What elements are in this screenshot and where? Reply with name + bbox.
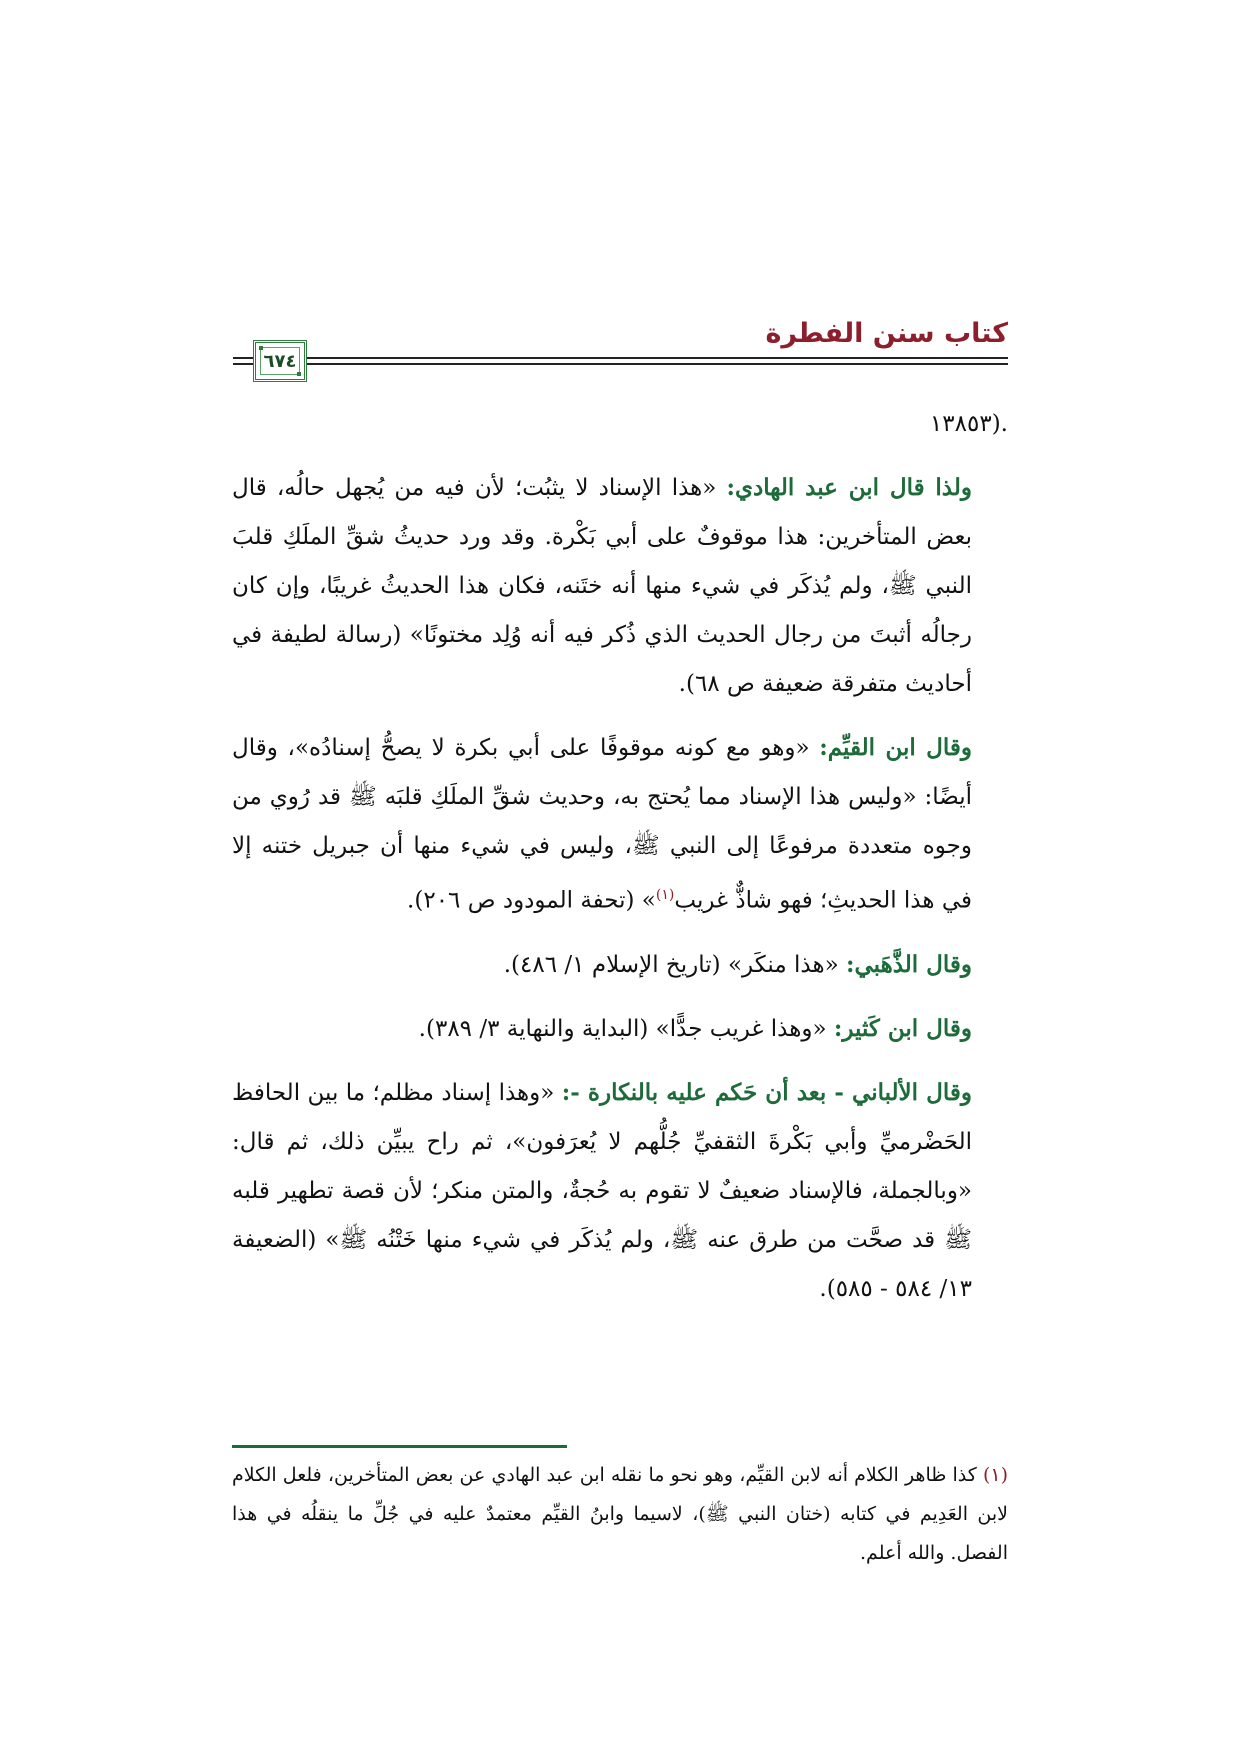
paragraph-text: » (تحفة المودود ص ٢٠٦). xyxy=(407,887,656,914)
paragraph-lead: وقال ابن كَثير: xyxy=(833,1014,972,1042)
paragraph-text: «هذا منكَر» (تاريخ الإسلام ١/ ٤٨٦). xyxy=(503,951,846,978)
continuation-line xyxy=(232,400,1008,449)
page-number-frame xyxy=(253,340,307,382)
paragraph-lead: وقال ابن القيِّم: xyxy=(819,734,972,761)
footnote-reference[interactable]: (١) xyxy=(655,887,675,903)
paragraph-text: «وهو مع كونه موقوفًا على أبي بكرة لا يصحُّ إسنادُه»، وقال أيضًا: «وليس هذا الإسناد مما يُحتج به، وحديث شقِّ الملَكِ قلبَه ﷺ قد رُوي من وجوه متعددة مرفوعًا إلى النبي ﷺ، وليس في شيء منها أن جبريل ختنه إلا في هذا الحديثِ؛ فهو شاذٌّ غريب xyxy=(232,735,972,914)
footnote-number: (١) xyxy=(982,1464,1008,1486)
paragraph-lead: وقال الألباني - بعد أن حَكم عليه بالنكارة -: xyxy=(561,1078,972,1106)
footnote-text: كذا ظاهر الكلام أنه لابن القيِّم، وهو نحو ما نقله ابن عبد الهادي عن بعض المتأخرين، فلعل الكلام لابن العَدِيم في كتابه (ختان النبي ﷺ)، لاسيما وابنُ القيِّم معتمدٌ عليه في جُلِّ ما ينقلُه في هذا الفصل. والله أعلم. xyxy=(232,1464,1008,1564)
paragraph-text: «هذا الإسناد لا يثبُت؛ لأن فيه من يُجهل حالُه، قال بعض المتأخرين: هذا موقوفٌ على أبي بَكْرة. وقد ورد حديثُ شقِّ الملَكِ قلبَ النبي ﷺ، ولم يُذكَر في شيء منها أنه ختَنه، فكان هذا الحديثُ غريبًا، وإن كان رجالُه أثبتَ من رجال الحديث الذي ذُكر فيه أنه وُلِد مختونًا» (رسالة لطيفة في أحاديث متفرقة ضعيفة ص ٦٨). xyxy=(232,475,972,697)
header-rule-bottom xyxy=(233,363,1008,365)
paragraph-text: «وهذا إسناد مظلم؛ ما بين الحافظ الحَضْرميِّ وأبي بَكْرةَ الثقفيِّ جُلُّهم لا يُعرَفون»، ثم راح يبيِّن ذلك، ثم قال: «وبالجملة، فالإسناد ضعيفٌ لا تقوم به حُجةٌ، والمتن منكر؛ لأن قصة تطهير قلبه ﷺ قد صحَّت من طرق عنه ﷺ، ولم يُذكَر في شيء منها خَتْنُه ﷺ» (الضعيفة ١٣/ ٥٨٤ - ٥٨٥). xyxy=(232,1079,972,1302)
paragraph-dhahabi xyxy=(232,940,1008,990)
paragraph-ibn-kathir xyxy=(232,1004,1008,1054)
paragraph-text: «وهذا غريب جدًّا» (البداية والنهاية ٣/ ٣٨٩). xyxy=(418,1015,834,1042)
footnote-separator xyxy=(232,1445,567,1448)
continuation-text: .(١٣٨٥٣ xyxy=(929,411,1008,437)
paragraph-ibn-alqayyim xyxy=(232,723,1008,926)
paragraph-lead: ولذا قال ابن عبد الهادي: xyxy=(726,474,972,501)
main-text xyxy=(232,400,1008,1328)
book-title: كتاب سنن الفطرة xyxy=(765,318,1008,349)
paragraph-ibn-abd-alhadi xyxy=(232,463,1008,709)
page-number: ٦٧٤ xyxy=(260,347,300,375)
paragraph-lead: وقال الذَّهَبي: xyxy=(845,950,972,978)
paragraph-albani xyxy=(232,1068,1008,1314)
footnote xyxy=(232,1456,1008,1573)
header-rule-top xyxy=(233,357,1008,359)
